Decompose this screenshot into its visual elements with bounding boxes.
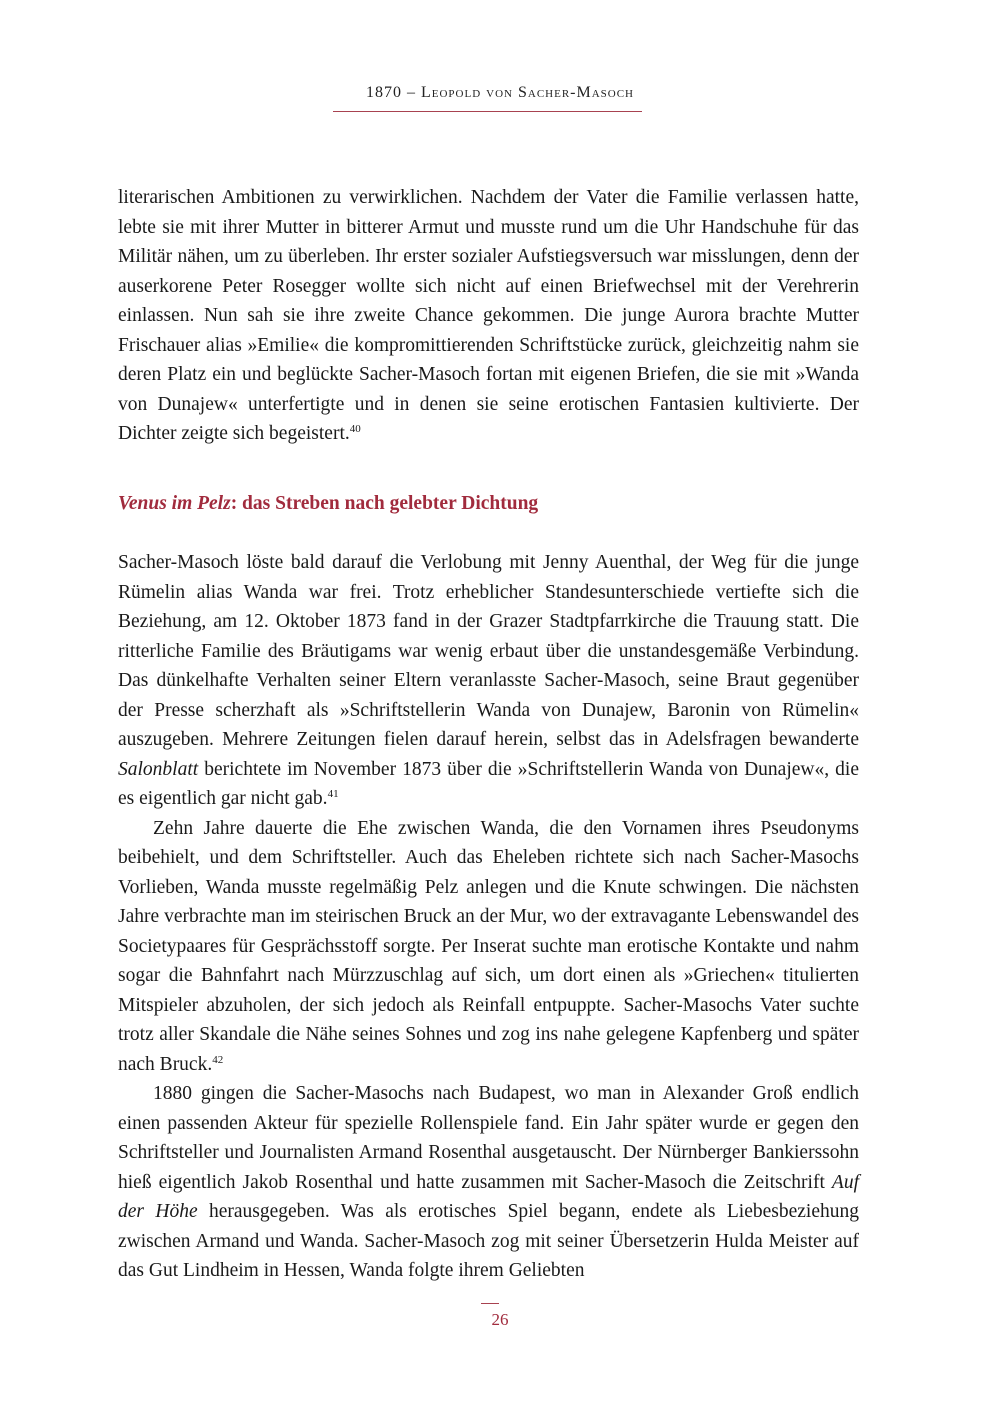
running-head-title: 1870 – Leopold von Sacher-Masoch bbox=[365, 84, 634, 101]
footnote-marker[interactable]: 40 bbox=[349, 423, 361, 435]
footnote-marker[interactable]: 42 bbox=[212, 1053, 224, 1066]
paragraph-text: berichtete im November 1873 über die »Schriftstellerin Wanda von Dunajew«, die es eigentlich gar nicht gab. bbox=[118, 758, 859, 809]
paragraph bbox=[118, 814, 859, 1080]
running-head-rule bbox=[333, 111, 642, 112]
section-heading-rest: : das Streben nach gelebter Dichtung bbox=[230, 493, 539, 514]
italic-title: Salonblatt bbox=[118, 758, 199, 780]
footer-rule bbox=[481, 1303, 499, 1304]
footnote-marker[interactable]: 41 bbox=[327, 788, 339, 800]
paragraph bbox=[118, 548, 859, 814]
page-number: 26 bbox=[491, 1310, 509, 1329]
paragraph-text: Sacher-Masoch löste bald darauf die Verlobung mit Jenny Auenthal, der Weg für die junge Rümelin alias Wanda war frei. Trotz erheblicher Standesunterschiede vertiefte sich die Beziehung, am 12. Oktober 1873 fand in der Grazer Stadtpfarrkirche die Trauung statt. Die ritterliche Familie des Bräutigams war wenig erbaut über die unstandesgemäße Verbindung. Das dünkelhafte Verhalten seiner Eltern veranlasste Sacher-Masoch, seine Braut gegenüber der Presse scherzhaft als »Schriftstellerin Wanda von Dunajew, Baronin von Rümelin« auszugeben. Mehrere Zeitungen fielen darauf herein, selbst das in Adelsfragen bewanderte bbox=[118, 552, 859, 750]
body-text-section bbox=[118, 548, 859, 1286]
paragraph-text: 1880 gingen die Sacher-Masochs nach Budapest, wo man in Alexander Groß endlich einen passenden Akteur für spezielle Rollenspiele fand. Ein Jahr später wurde er gegen den Schriftsteller und Journalisten Armand Rosenthal ausgetauscht. Der Nürnberger Bankierssohn hieß eigentlich Jakob Rosenthal und hatte zusammen mit Sacher-Masoch die Zeitschrift bbox=[118, 1083, 859, 1193]
running-head bbox=[0, 84, 1000, 105]
paragraph bbox=[118, 1079, 859, 1286]
italic-title: Auf der Höhe bbox=[118, 1171, 859, 1222]
paragraph-text: Zehn Jahre dauerte die Ehe zwischen Wanda, die den Vornamen ihres Pseudonyms beibehielt, und dem Schriftsteller. Auch das Eheleben richtete sich nach Sacher-Masochs Vorlieben, Wanda musste regelmäßig Pelz anlegen und die Knute schwingen. Die nächsten Jahre verbrachte man im steirischen Bruck an der Mur, wo der extravagante Lebenswandel des Societypaares für Gesprächsstoff sorgte. Per Inserat suchte man erotische Kontakte und nahm sogar die Bahnfahrt nach Mürzzuschlag auf sich, um dort einen als »Griechen« titulierten Mitspieler abzuholen, der sich jedoch als Reinfall entpuppte. Sacher-Masochs Vater suchte trotz aller Skandale die Nähe seines Sohnes und zog ins nahe gelegene Kapfenberg und später nach Bruck. bbox=[118, 817, 859, 1075]
section-heading bbox=[118, 493, 859, 515]
body-text-top bbox=[118, 183, 859, 449]
section-heading-italic: Venus im Pelz bbox=[118, 493, 231, 514]
paragraph-text: literarischen Ambitionen zu verwirklichen. Nachdem der Vater die Familie verlassen hatte, lebte sie mit ihrer Mutter in bitterer Armut und musste rund um die Uhr Handschuhe für das Militär nähen, um zu überleben. Ihr erster sozialer Aufstiegsversuch war misslungen, denn der auserkorene Peter Rosegger wollte sich nicht auf einen Briefwechsel mit der Verehrerin einlassen. Nun sah sie ihre zweite Chance gekommen. Die junge Aurora brachte Mutter Frischauer alias »Emilie« die kompromittierenden Schriftstücke zurück, gleichzeitig nahm sie deren Platz ein und beglückte Sacher-Masoch fortan mit eigenen Briefen, die sie mit »Wanda von Dunajew« unterfertigte und in denen sie seine erotischen Fantasien kultivierte. Der Dichter zeigte sich begeistert. bbox=[118, 187, 859, 444]
paragraph bbox=[118, 183, 859, 449]
paragraph-text: herausgegeben. Was als erotisches Spiel begann, endete als Liebesbeziehung zwischen Armand und Wanda. Sacher-Masoch zog mit seiner Übersetzerin Hulda Meister auf das Gut Lindheim in Hessen, Wanda folgte ihrem Geliebten bbox=[118, 1201, 859, 1281]
